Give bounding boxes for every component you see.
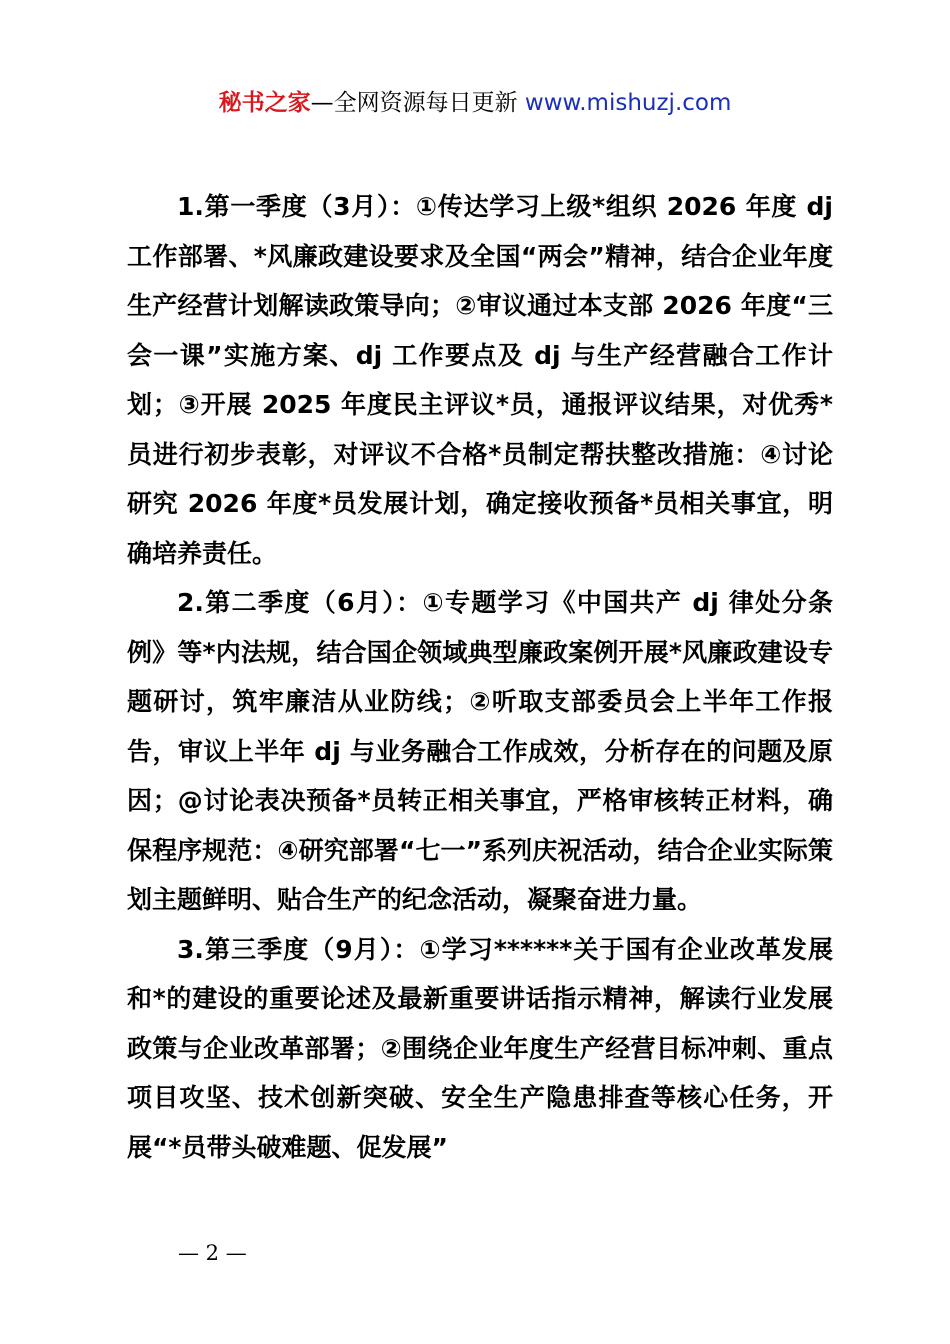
site-header xyxy=(0,86,950,120)
paragraph-q2: 2.第二季度（6月）：①专题学习《中国共产 dj 律处分条例》等*内法规，结合国企领域典型廉政案例开展*风廉政建设专题研讨，筑牢廉洁从业防线；②听取支部委员会上半年工作报告，审议上半年 dj 与业务融合工作成效，分析存在的问题及原因；@讨论表决预备*员转正相关事宜，严格审核转正材料，确保程序规范：④研究部署“七一”系列庆祝活动，结合企业实际策划主题鲜明、贴合生产的纪念活动，凝聚奋进力量。 xyxy=(127,588,833,914)
page-number: — 2 — xyxy=(178,1241,247,1265)
paragraph-q3: 3.第三季度（9月）：①学习******关于国有企业改革发展和*的建设的重要论述及最新重要讲话指示精神，解读行业发展政策与企业改革部署；②围绕企业年度生产经营目标冲刺、重点项目攻坚、技术创新突破、安全生产隐患排查等核心任务，开展“*员带头破难题、促发展” xyxy=(127,934,833,1162)
site-url-link[interactable]: www.mishuzj.com xyxy=(524,90,732,116)
paragraph-q1: 1.第一季度（3月）：①传达学习上级*组织 2026 年度 dj 工作部署、*风廉政建设要求及全国“两会”精神，结合企业年度生产经营计划解读政策导向；②审议通过本支部 2026 年度“三会一课”实施方案、dj 工作要点及 dj 与生产经营融合工作计划；③开展 2025 年度民主评议*员，通报评议结果，对优秀*员进行初步表彰，对评议不合格*员制定帮扶整改措施：④讨论研究 2026 年度*员发展计划，确定接收预备*员相关事宜，明确培养责任。 xyxy=(127,192,833,568)
document-body xyxy=(127,182,833,1172)
header-tagline: —全网资源每日更新 xyxy=(310,90,525,116)
brand-name: 秘书之家 xyxy=(218,90,311,116)
